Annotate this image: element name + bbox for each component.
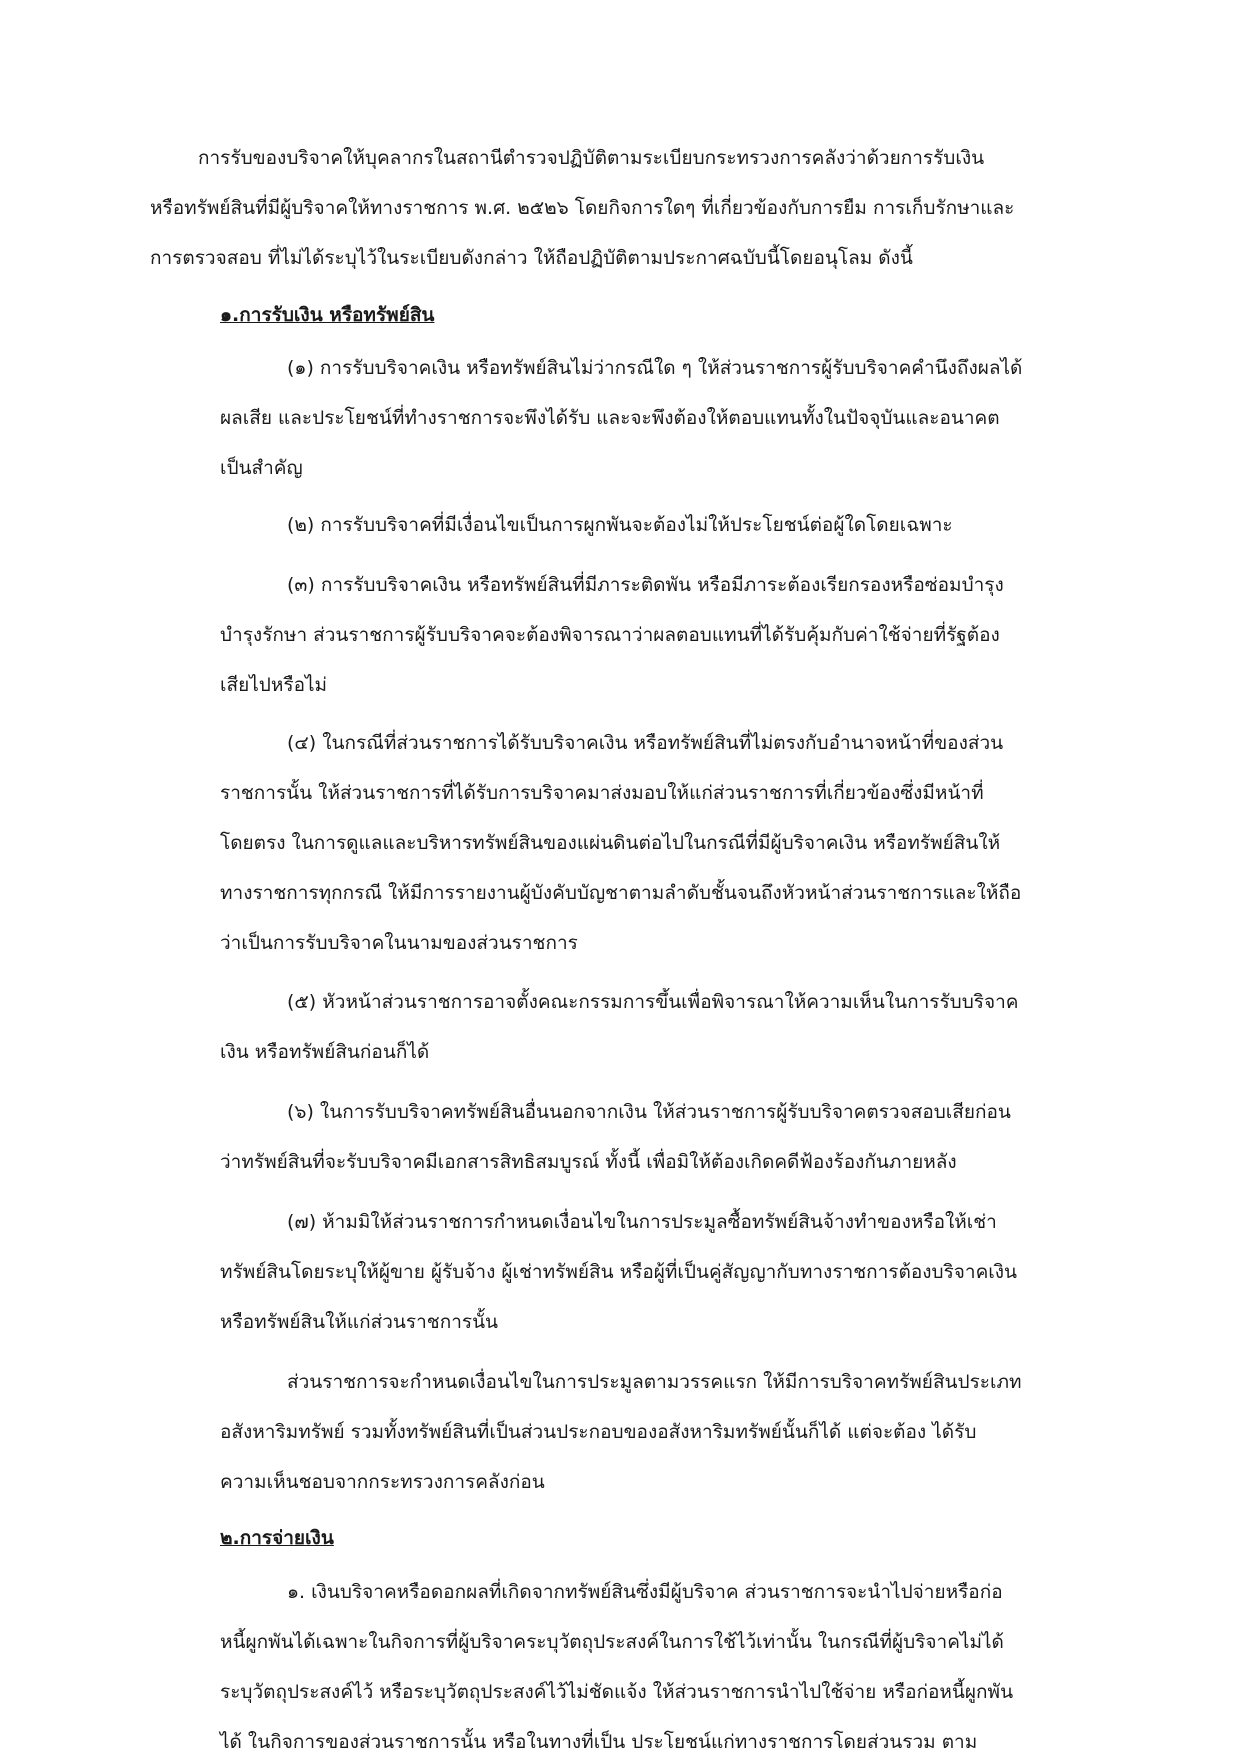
- item-3-line-1: (๓) การรับบริจาคเงิน หรือทรัพย์สินที่มีภาระติดพัน หรือมีภาระต้องเรียกรองหรือซ่อมบำรุง: [287, 574, 1004, 596]
- item-3-line-3: เสียไปหรือไม่: [220, 674, 328, 696]
- item-7-line-3: หรือทรัพย์สินให้แก่ส่วนราชการนั้น: [220, 1311, 499, 1333]
- intro-line-3: การตรวจสอบ ที่ไม่ได้ระบุไว้ในระเบียบดังกล่าว ให้ถือปฏิบัติตามประกาศฉบับนี้โดยอนุโลม ดังนี้: [150, 247, 913, 269]
- item-6-line-2: ว่าทรัพย์สินที่จะรับบริจาคมีเอกสารสิทธิสมบูรณ์ ทั้งนี้ เพื่อมิให้ต้องเกิดคดีฟ้องร้องกันภายหลัง: [220, 1151, 957, 1173]
- item-2-line-1: (๒) การรับบริจาคที่มีเงื่อนไขเป็นการผูกพันจะต้องไม่ให้ประโยชน์ต่อผู้ใดโดยเฉพาะ: [287, 514, 953, 536]
- item-7-line-2: ทรัพย์สินโดยระบุให้ผู้ขาย ผู้รับจ้าง ผู้เช่าทรัพย์สิน หรือผู้ที่เป็นคู่สัญญากับทางราชการต้องบริจาคเงิน: [220, 1261, 1018, 1283]
- item-4-line-2: ราชการนั้น ให้ส่วนราชการที่ได้รับการบริจาคมาส่งมอบให้แก่ส่วนราชการที่เกี่ยวข้องซึ่งมีหน้าที่: [220, 782, 984, 804]
- item-6-line-1: (๖) ในการรับบริจาคทรัพย์สินอื่นนอกจากเงิน ให้ส่วนราชการผู้รับบริจาคตรวจสอบเสียก่อน: [287, 1101, 1011, 1123]
- sec2-item-1-line-2: หนี้ผูกพันได้เฉพาะในกิจการที่ผู้บริจาคระบุวัตถุประสงค์ในการใช้ไว้เท่านั้น ในกรณีที่ผู้บริจาคไม่ได้: [220, 1631, 1004, 1653]
- item-4-line-1: (๔) ในกรณีที่ส่วนราชการได้รับบริจาคเงิน หรือทรัพย์สินที่ไม่ตรงกับอำนาจหน้าที่ของส่วน: [287, 732, 1004, 754]
- item-3-line-2: บำรุงรักษา ส่วนราชการผู้รับบริจาคจะต้องพิจารณาว่าผลตอบแทนที่ได้รับคุ้มกับค่าใช้จ่ายที่รัฐต้อง: [220, 624, 1000, 646]
- paragraph-8-line-2: อสังหาริมทรัพย์ รวมทั้งทรัพย์สินที่เป็นส่วนประกอบของอสังหาริมทรัพย์นั้นก็ได้ แต่จะต้อง ได้รับ: [220, 1421, 977, 1443]
- sec2-item-1-line-4: ได้ ในกิจการของส่วนราชการนั้น หรือในทางที่เป็น ประโยชน์แก่ทางราชการโดยส่วนรวม ตาม: [220, 1731, 978, 1753]
- intro-line-1: การรับของบริจาคให้บุคลากรในสถานีตำรวจปฏิบัติตามระเบียบกระทรวงการคลังว่าด้วยการรับเงิน: [198, 147, 985, 169]
- item-5-line-1: (๕) หัวหน้าส่วนราชการอาจตั้งคณะกรรมการขึ้นเพื่อพิจารณาให้ความเห็นในการรับบริจาค: [287, 991, 1019, 1013]
- section-2-heading: ๒.การจ่ายเงิน: [220, 1527, 334, 1549]
- item-4-line-5: ว่าเป็นการรับบริจาคในนามของส่วนราชการ: [220, 932, 578, 954]
- paragraph-8-line-3: ความเห็นชอบจากกระทรวงการคลังก่อน: [220, 1471, 545, 1493]
- item-5-line-2: เงิน หรือทรัพย์สินก่อนก็ได้: [220, 1041, 430, 1063]
- section-1-heading: ๑.การรับเงิน หรือทรัพย์สิน: [220, 304, 435, 326]
- item-4-line-4: ทางราชการทุกกรณี ให้มีการรายงานผู้บังคับบัญชาตามลำดับชั้นจนถึงหัวหน้าส่วนราชการและให้ถือ: [220, 882, 1022, 904]
- sec2-item-1-line-3: ระบุวัตถุประสงค์ไว้ หรือระบุวัตถุประสงค์ไว้ไม่ชัดแจ้ง ให้ส่วนราชการนำไปใช้จ่าย หรือก่อหนี้ผูกพัน: [220, 1681, 1014, 1703]
- item-1-line-1: (๑) การรับบริจาคเงิน หรือทรัพย์สินไม่ว่ากรณีใด ๆ ให้ส่วนราชการผู้รับบริจาคคำนึงถึงผลได้: [287, 357, 1023, 379]
- item-7-line-1: (๗) ห้ามมิให้ส่วนราชการกำหนดเงื่อนไขในการประมูลซื้อทรัพย์สินจ้างทำของหรือให้เช่า: [287, 1211, 997, 1233]
- item-4-line-3: โดยตรง ในการดูแลและบริหารทรัพย์สินของแผ่นดินต่อไปในกรณีที่มีผู้บริจาคเงิน หรือทรัพย์สินให้: [220, 832, 1001, 854]
- intro-line-2: หรือทรัพย์สินที่มีผู้บริจาคให้ทางราชการ พ.ศ. ๒๕๒๖ โดยกิจการใดๆ ที่เกี่ยวข้องกับการยืม การเก็บรักษาและ: [150, 197, 1015, 219]
- paragraph-8-line-1: ส่วนราชการจะกำหนดเงื่อนไขในการประมูลตามวรรคแรก ให้มีการบริจาคทรัพย์สินประเภท: [287, 1371, 1022, 1393]
- sec2-item-1-line-1: ๑. เงินบริจาคหรือดอกผลที่เกิดจากทรัพย์สินซึ่งมีผู้บริจาค ส่วนราชการจะนำไปจ่ายหรือก่อ: [287, 1581, 1003, 1603]
- item-1-line-3: เป็นสำคัญ: [220, 457, 303, 479]
- item-1-line-2: ผลเสีย และประโยชน์ที่ทำงราชการจะพึงได้รับ และจะพึงต้องให้ตอบแทนทั้งในปัจจุบันและอนาคต: [220, 407, 1000, 429]
